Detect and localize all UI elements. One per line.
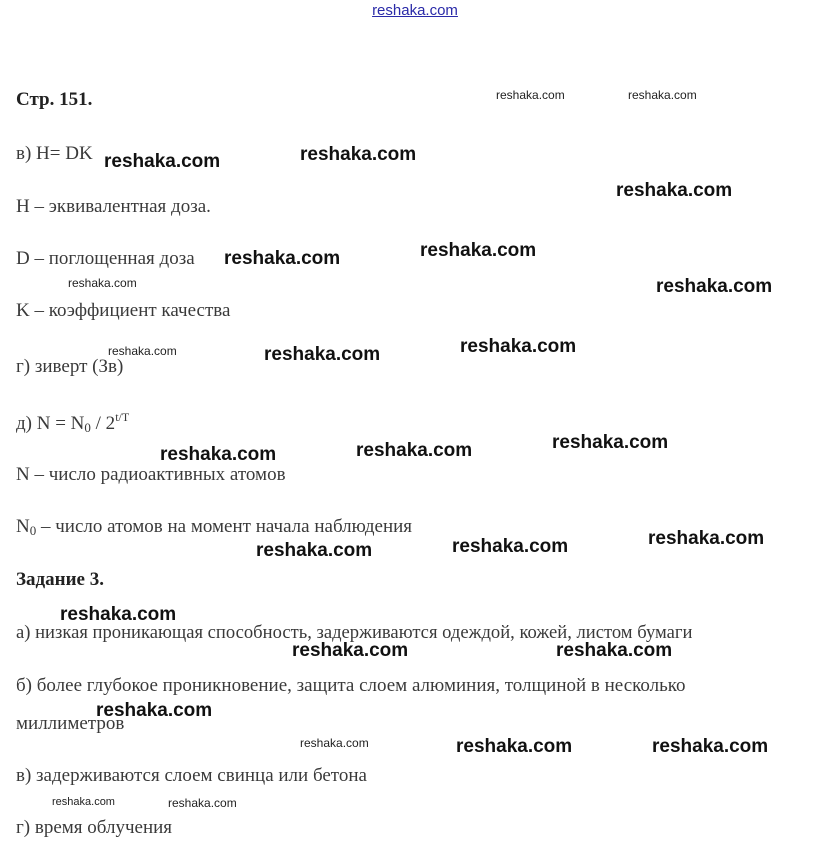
watermark: reshaka.com: [264, 344, 381, 365]
watermark: reshaka.com: [168, 796, 237, 810]
watermark: reshaka.com: [616, 180, 733, 201]
watermark: reshaka.com: [656, 276, 773, 297]
watermark: reshaka.com: [460, 336, 577, 357]
formula-part-b: / 2: [90, 413, 116, 434]
n0-text: – число атомов на момент начала наблюдения: [36, 516, 413, 537]
watermark: reshaka.com: [648, 528, 765, 549]
watermark: reshaka.com: [224, 248, 341, 269]
watermark: reshaka.com: [496, 88, 565, 102]
task3-item-c: в) задерживаются слоем свинца или бетона: [16, 765, 367, 786]
watermark: reshaka.com: [68, 276, 137, 290]
formula-exponent: t/T: [115, 410, 130, 424]
watermark: reshaka.com: [108, 344, 177, 358]
watermark: reshaka.com: [652, 736, 769, 757]
watermark: reshaka.com: [356, 440, 473, 461]
line-d-definition: D – поглощенная доза: [16, 248, 195, 269]
watermark: reshaka.com: [300, 736, 369, 750]
watermark: reshaka.com: [52, 796, 115, 808]
task3-item-b-line1: б) более глубокое проникновение, защита слоем алюминия, толщиной в несколько: [16, 675, 686, 696]
site-link[interactable]: reshaka.com: [372, 2, 458, 19]
line-d-formula: [16, 410, 129, 436]
line-h-definition: H – эквивалентная доза.: [16, 196, 211, 217]
line-n0-definition: [16, 516, 412, 539]
watermark: reshaka.com: [628, 88, 697, 102]
watermark: reshaka.com: [420, 240, 537, 261]
task3-item-d: г) время облучения: [16, 817, 173, 838]
watermark: reshaka.com: [292, 640, 409, 661]
watermark: reshaka.com: [556, 640, 673, 661]
formula-part-a: д) N = N: [16, 413, 85, 434]
watermark: reshaka.com: [104, 151, 221, 172]
line-g: г) зиверт (Зв): [16, 356, 124, 377]
watermark: reshaka.com: [96, 700, 213, 721]
watermark: reshaka.com: [160, 444, 277, 465]
task3-item-b-line2: миллиметров: [16, 713, 125, 734]
watermark: reshaka.com: [456, 736, 573, 757]
line-v: в) H= DK: [16, 143, 93, 164]
n0-subscript: 0: [29, 523, 37, 538]
watermark: reshaka.com: [300, 144, 417, 165]
task3-title: Задание 3.: [16, 569, 104, 590]
task3-item-a: а) низкая проникающая способность, задерживаются одеждой, кожей, листом бумаги: [16, 622, 693, 643]
watermark: reshaka.com: [452, 536, 569, 557]
line-n-definition: N – число радиоактивных атомов: [16, 464, 286, 485]
watermark: reshaka.com: [256, 540, 373, 561]
line-k-definition: K – коэффициент качества: [16, 300, 231, 321]
formula-subscript: 0: [84, 420, 91, 435]
n0-symbol: N: [16, 516, 30, 537]
watermark: reshaka.com: [552, 432, 669, 453]
page-heading: Стр. 151.: [16, 89, 93, 110]
watermark: reshaka.com: [60, 604, 177, 625]
